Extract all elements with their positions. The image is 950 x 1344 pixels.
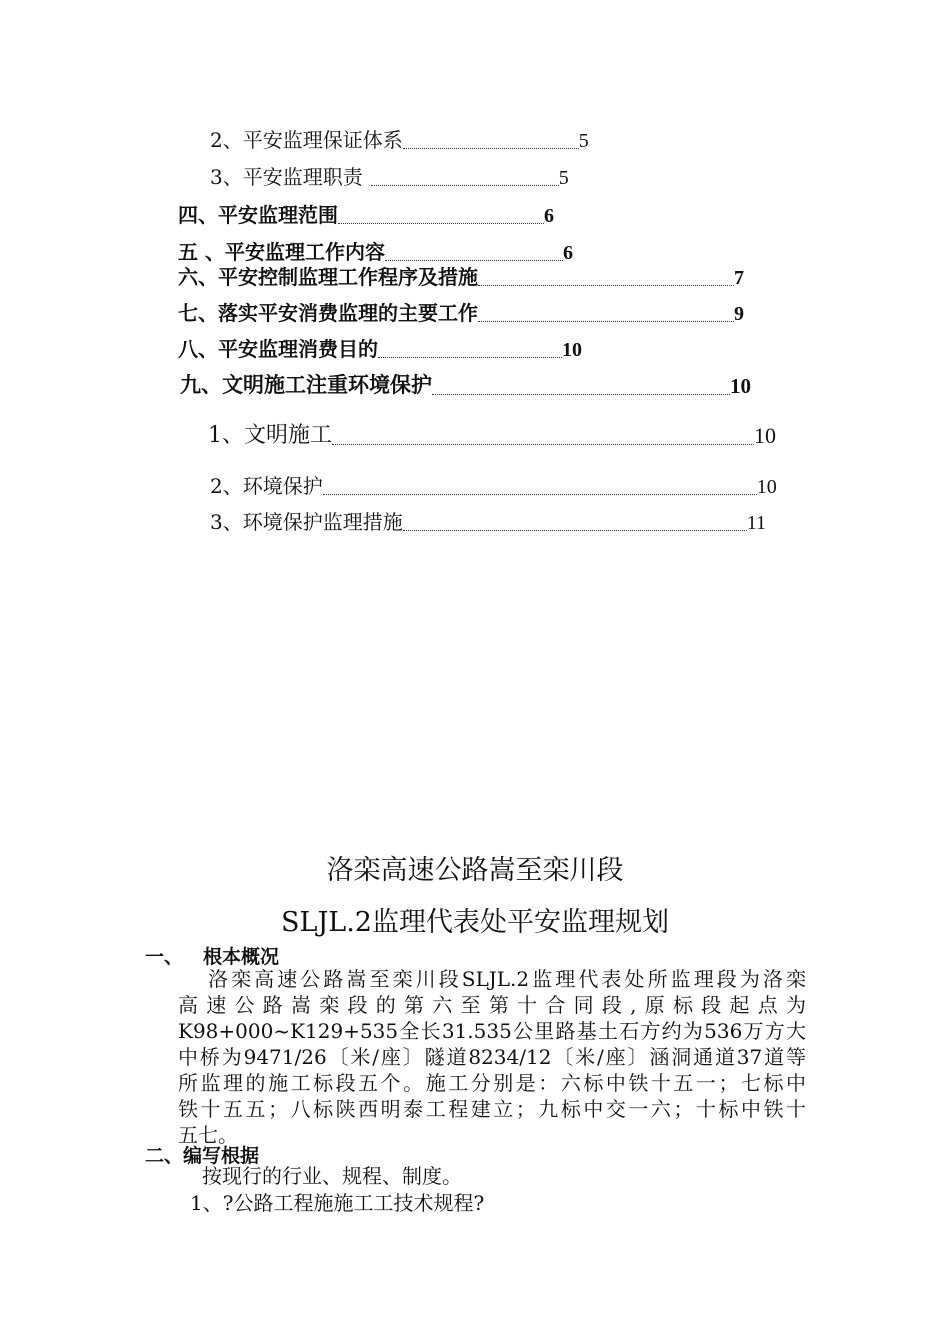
- toc-entry-page: 11: [746, 512, 766, 534]
- toc-entry-label: 3、环境保护监理措施: [210, 510, 403, 534]
- toc-leader-dots: [371, 184, 559, 186]
- toc-leader-dots: [403, 529, 747, 531]
- section-heading: 根本概况: [203, 946, 280, 968]
- toc-entry-page: 10: [754, 423, 776, 448]
- toc-leader-dots: [332, 443, 754, 445]
- toc-entry-page: 10: [730, 374, 751, 398]
- toc-entry[interactable]: [208, 418, 776, 449]
- toc-entry[interactable]: [210, 506, 766, 535]
- paragraph-line: 铁十五五；八标陕西明泰工程建立；九标中交一六；十标中铁十: [178, 1097, 806, 1121]
- section-list-item: 1、?公路工程施施工工技术规程?: [190, 1191, 485, 1215]
- toc-leader-dots: [478, 320, 734, 322]
- document-subtitle: SLJL.2监理代表处平安监理规划: [281, 907, 669, 938]
- toc-leader-dots: [338, 222, 544, 224]
- toc-entry-page: 10: [756, 476, 777, 498]
- toc-entry-label: 七、落实平安消费监理的主要工作: [178, 301, 478, 325]
- toc-entry[interactable]: [178, 333, 582, 362]
- paragraph-line: 洛栾高速公路嵩至栾川段SLJL.2监理代表处所监理段为洛栾: [208, 967, 806, 991]
- toc-entry-page: 6: [544, 205, 554, 227]
- section-text: 按现行的行业、规程、制度。: [202, 1164, 462, 1188]
- toc-entry-label: 2、平安监理保证体系: [210, 128, 403, 152]
- section-number: 一、: [145, 946, 184, 968]
- section-paragraph: [178, 966, 806, 1148]
- paragraph-line: 中桥为9471/26〔米/座〕隧道8234/12〔米/座〕涵洞通道37道等: [178, 1045, 806, 1069]
- paragraph-line: 所监理的施工标段五个。施工分别是：六标中铁十五一；七标中: [178, 1071, 806, 1095]
- toc-entry-label: 1、文明施工: [208, 423, 332, 448]
- toc-entry[interactable]: [178, 261, 744, 290]
- toc-entry-label: 3、平安监理职责: [210, 165, 363, 189]
- toc-entry[interactable]: [210, 470, 777, 499]
- toc-entry-label: 2、环境保护: [210, 474, 323, 498]
- toc-entry-page: 5: [558, 167, 569, 189]
- toc-entry-page: 5: [578, 130, 589, 152]
- toc-entry-page: 10: [562, 339, 582, 361]
- toc-entry-label: 九、文明施工注重环境保护: [180, 373, 432, 397]
- toc-leader-dots: [478, 284, 734, 286]
- paragraph-line: 五七。: [178, 1123, 238, 1147]
- toc-leader-dots: [432, 393, 730, 395]
- toc-entry-label: 八、平安监理消费目的: [178, 337, 378, 361]
- paragraph-line: K98+000~K129+535全长31.535公里路基土石方约为536万方大: [178, 1019, 806, 1043]
- section-heading: 二、编写根据: [145, 1145, 260, 1167]
- toc-entry[interactable]: [178, 297, 744, 326]
- toc-leader-dots: [323, 493, 757, 495]
- toc-leader-dots: [403, 147, 579, 149]
- toc-entry[interactable]: [180, 369, 751, 399]
- toc-entry-page: 9: [734, 303, 744, 325]
- toc-entry-label: 四、平安监理范围: [178, 203, 338, 227]
- toc-entry[interactable]: [210, 161, 569, 190]
- toc-leader-dots: [378, 356, 562, 358]
- toc-entry[interactable]: [210, 124, 589, 153]
- document-title: 洛栾高速公路嵩至栾川段: [326, 855, 624, 886]
- toc-entry-page: 6: [562, 242, 573, 264]
- toc-entry[interactable]: [178, 199, 554, 228]
- toc-entry-label: 六、平安控制监理工作程序及措施: [178, 265, 478, 289]
- toc-entry-label: 五 、平安监理工作内容: [178, 240, 385, 264]
- toc-entry-page: 7: [734, 267, 744, 289]
- paragraph-line: 高速公路嵩栾段的第六至第十合同段,原标段起点为: [178, 993, 806, 1017]
